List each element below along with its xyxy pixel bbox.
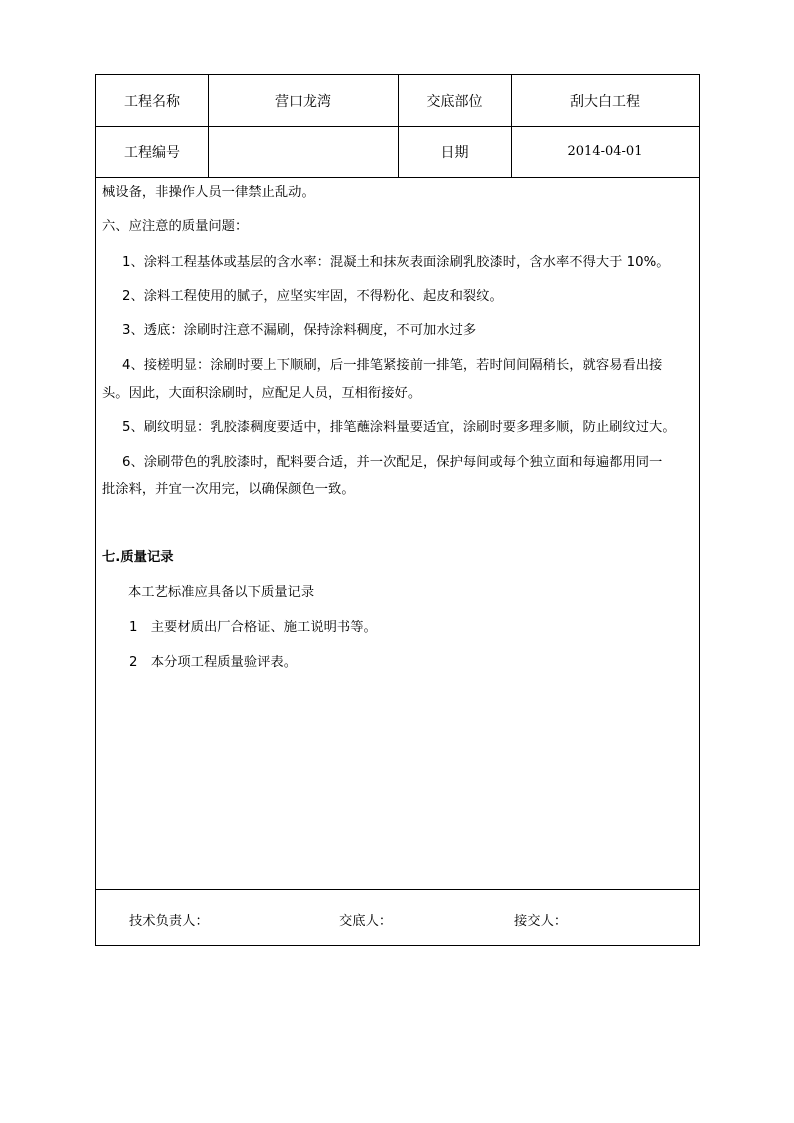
section-7-intro: 本工艺标准应具备以下质量记录	[128, 585, 315, 600]
header-bottom-border	[96, 177, 699, 178]
quality-item-4-line-2: 头。因此，大面积涂刷时，应配足人员，互相衔接好。	[102, 386, 422, 401]
handover-signature: 交底人：	[339, 914, 393, 929]
date-label: 日期	[440, 144, 469, 161]
quality-item-2: 2、涂料工程使用的腻子，应坚实牢固，不得粉化、起皮和裂纹。	[122, 289, 503, 304]
disclosure-form	[95, 74, 700, 946]
receiver-signature: 接交人：	[514, 914, 568, 929]
project-name-value: 营口龙湾	[275, 93, 331, 110]
section-7-title: 七.质量记录	[102, 550, 174, 565]
quality-item-6-line-2: 批涂料，并宜一次用完，以确保颜色一致。	[102, 482, 355, 497]
location-value: 刮大白工程	[570, 93, 640, 110]
signature-row-divider	[96, 889, 699, 890]
quality-item-5: 5、刷纹明显：乳胶漆稠度要适中，排笔蘸涂料量要适宜，涂刷时要多理多顺，防止刷纹过大。	[122, 420, 676, 435]
quality-item-1: 1、涂料工程基体或基层的含水率：混凝土和抹灰表面涂刷乳胶漆时，含水率不得大于 10%。	[122, 255, 670, 270]
project-no-label: 工程编号	[124, 144, 180, 161]
date-value: 2014-04-01	[567, 144, 643, 159]
quality-item-4-line-1: 4、接槎明显：涂刷时要上下顺刷，后一排笔紧接前一排笔，若时间间隔稍长，就容易看出接	[122, 358, 663, 373]
tech-lead-signature: 技术负责人：	[129, 914, 209, 929]
quality-item-6-line-1: 6、涂刷带色的乳胶漆时，配料要合适，并一次配足，保护每间或每个独立面和每遍都用同一	[122, 455, 663, 470]
continued-line: 械设备，非操作人员一律禁止乱动。	[102, 185, 315, 200]
project-no-value	[208, 126, 398, 177]
section-6-title: 六、应注意的质量问题：	[102, 219, 249, 234]
quality-record-2: 2 本分项工程质量验评表。	[129, 655, 298, 670]
location-label: 交底部位	[426, 93, 483, 110]
project-name-label: 工程名称	[124, 93, 180, 110]
quality-item-3: 3、透底：涂刷时注意不漏刷，保持涂料稠度，不可加水过多	[122, 323, 477, 338]
quality-record-1: 1 主要材质出厂合格证、施工说明书等。	[129, 620, 377, 635]
